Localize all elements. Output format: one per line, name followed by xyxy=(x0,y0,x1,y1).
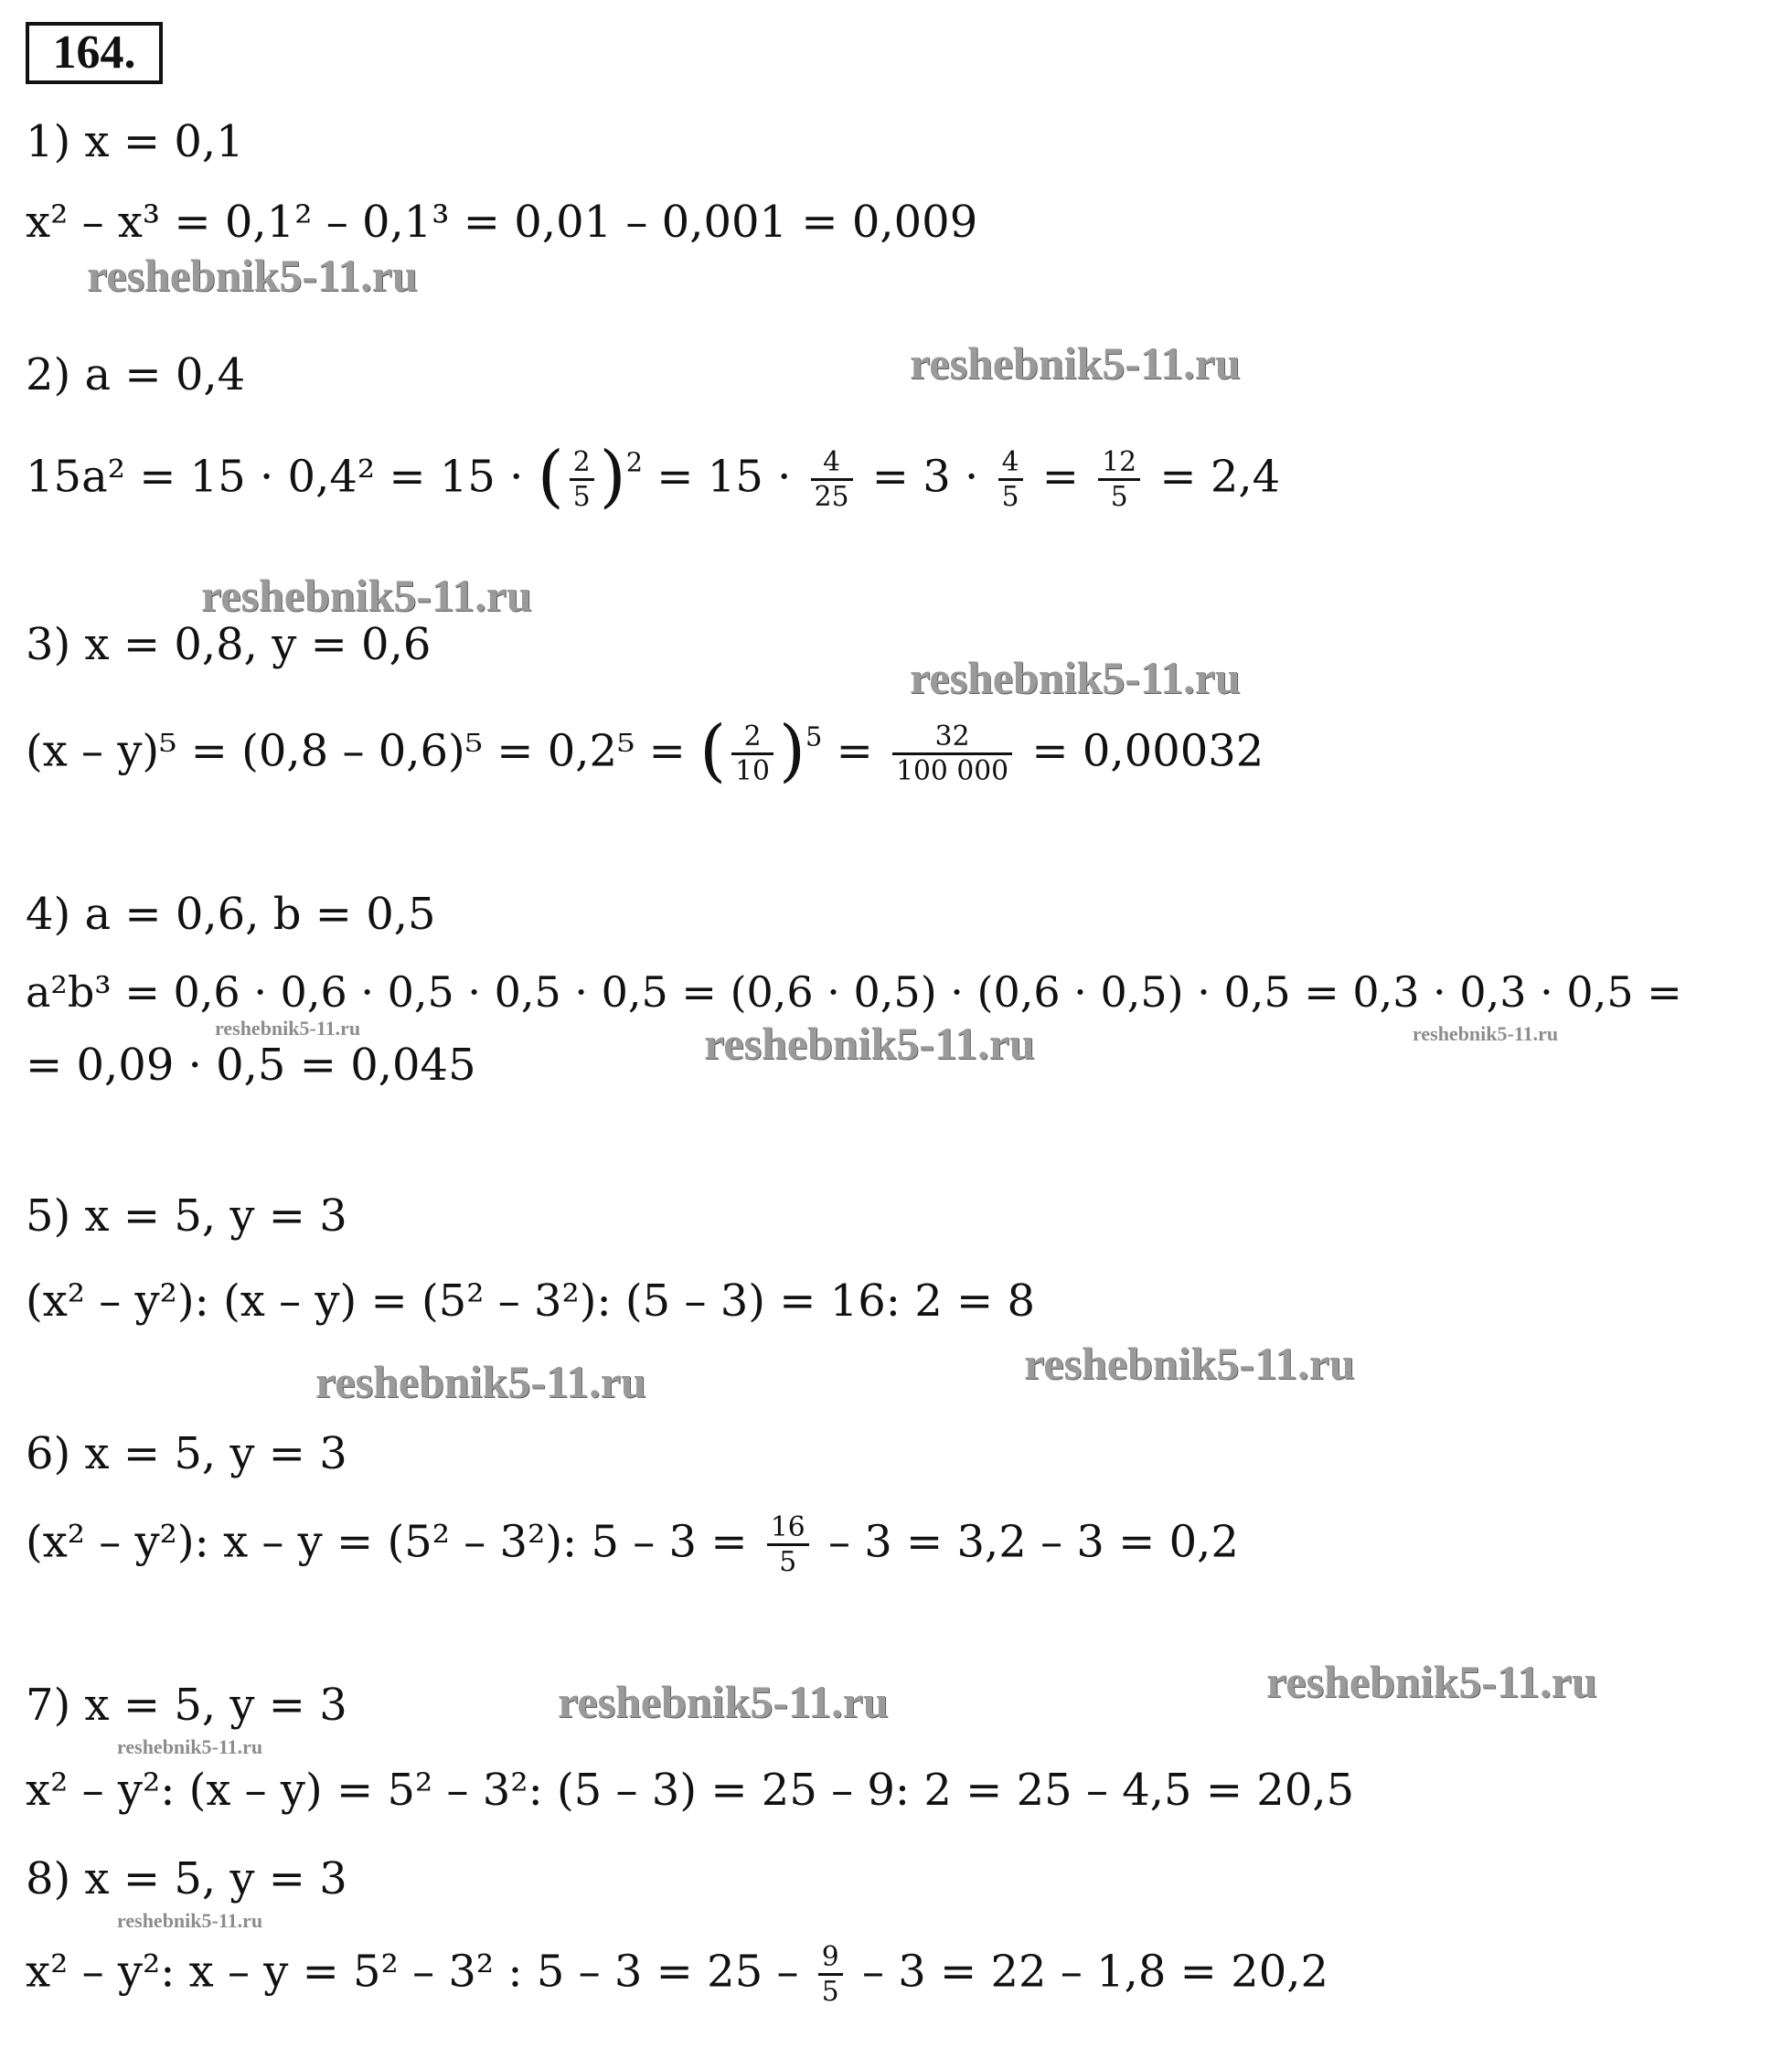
problem-4-solution-line1: a²b³ = 0,6 · 0,6 · 0,5 · 0,5 · 0,5 = (0,6 · 0,5) · (0,6 · 0,5) · 0,5 = 0,3 · 0,3 · 0,5 = xyxy=(26,967,1682,1017)
problem-3-given: 3) x = 0,8, y = 0,6 xyxy=(26,619,432,670)
problem-6-given: 6) x = 5, y = 3 xyxy=(26,1428,347,1479)
problem-1-given: 1) x = 0,1 xyxy=(26,116,244,167)
problem-4-solution-line2: = 0,09 · 0,5 = 0,045 xyxy=(26,1040,476,1091)
watermark: reshebnik5-11.ru xyxy=(910,652,1241,703)
watermark: reshebnik5-11.ru xyxy=(215,1017,361,1040)
fraction: $\frac{12}{5}$ xyxy=(1098,448,1140,512)
fraction: $\frac{2}{10}$ xyxy=(731,722,773,786)
problem-2-given: 2) a = 0,4 xyxy=(26,349,246,400)
fraction: $\frac{4}{5}$ xyxy=(998,448,1023,512)
watermark: reshebnik5-11.ru xyxy=(117,1735,263,1758)
fraction: $\frac{32}{100 000}$ xyxy=(892,722,1012,786)
watermark: reshebnik5-11.ru xyxy=(704,1018,1035,1069)
watermark: reshebnik5-11.ru xyxy=(910,337,1241,389)
fraction: $\frac{16}{5}$ xyxy=(767,1513,809,1577)
problem-2-solution: 15a² = 15 · 0,4² = 15 · ( $\frac{2}{5}$ )$^2$ = 15 · $\frac{4}{25}$ = 3 · $\frac{4}{5}$ = $\frac{12}{5}$ = 2,4 xyxy=(26,436,1281,517)
fraction: $\frac{2}{5}$ xyxy=(570,448,594,512)
watermark: reshebnik5-11.ru xyxy=(1413,1022,1559,1045)
watermark: reshebnik5-11.ru xyxy=(87,250,418,301)
problem-4-given: 4) a = 0,6, b = 0,5 xyxy=(26,889,436,940)
problem-7-solution: x² – y²: (x – y) = 5² – 3²: (5 – 3) = 25 – 9: 2 = 25 – 4,5 = 20,5 xyxy=(26,1765,1355,1816)
problem-1-solution: x² – x³ = 0,1² – 0,1³ = 0,01 – 0,001 = 0,009 xyxy=(26,197,978,248)
problem-5-solution: (x² – y²): (x – y) = (5² – 3²): (5 – 3) = 16: 2 = 8 xyxy=(26,1275,1036,1327)
watermark: reshebnik5-11.ru xyxy=(117,1909,263,1932)
watermark: reshebnik5-11.ru xyxy=(1266,1656,1597,1707)
fraction: $\frac{4}{25}$ xyxy=(811,448,853,512)
exercise-number: 164. xyxy=(26,22,163,84)
fraction: $\frac{9}{5}$ xyxy=(818,1943,843,2007)
problem-3-solution: (x – y)⁵ = (0,8 – 0,6)⁵ = 0,2⁵ = ( $\frac{2}{10}$ )$^5$ = $\frac{32}{100 000}$ = 0,00032 xyxy=(26,710,1264,791)
problem-8-given: 8) x = 5, y = 3 xyxy=(26,1853,347,1904)
watermark: reshebnik5-11.ru xyxy=(1024,1338,1355,1389)
problem-7-given: 7) x = 5, y = 3 xyxy=(26,1680,347,1731)
problem-8-solution: x² – y²: x – y = 5² – 3² : 5 – 3 = 25 – $\frac{9}{5}$ – 3 = 22 – 1,8 = 20,2 xyxy=(26,1941,1329,2009)
watermark: reshebnik5-11.ru xyxy=(315,1356,646,1407)
problem-6-solution: (x² – y²): x – y = (5² – 3²): 5 – 3 = $\frac{16}{5}$ – 3 = 3,2 – 3 = 0,2 xyxy=(26,1511,1239,1579)
watermark: reshebnik5-11.ru xyxy=(201,570,532,621)
problem-5-given: 5) x = 5, y = 3 xyxy=(26,1190,347,1242)
watermark: reshebnik5-11.ru xyxy=(558,1676,889,1727)
